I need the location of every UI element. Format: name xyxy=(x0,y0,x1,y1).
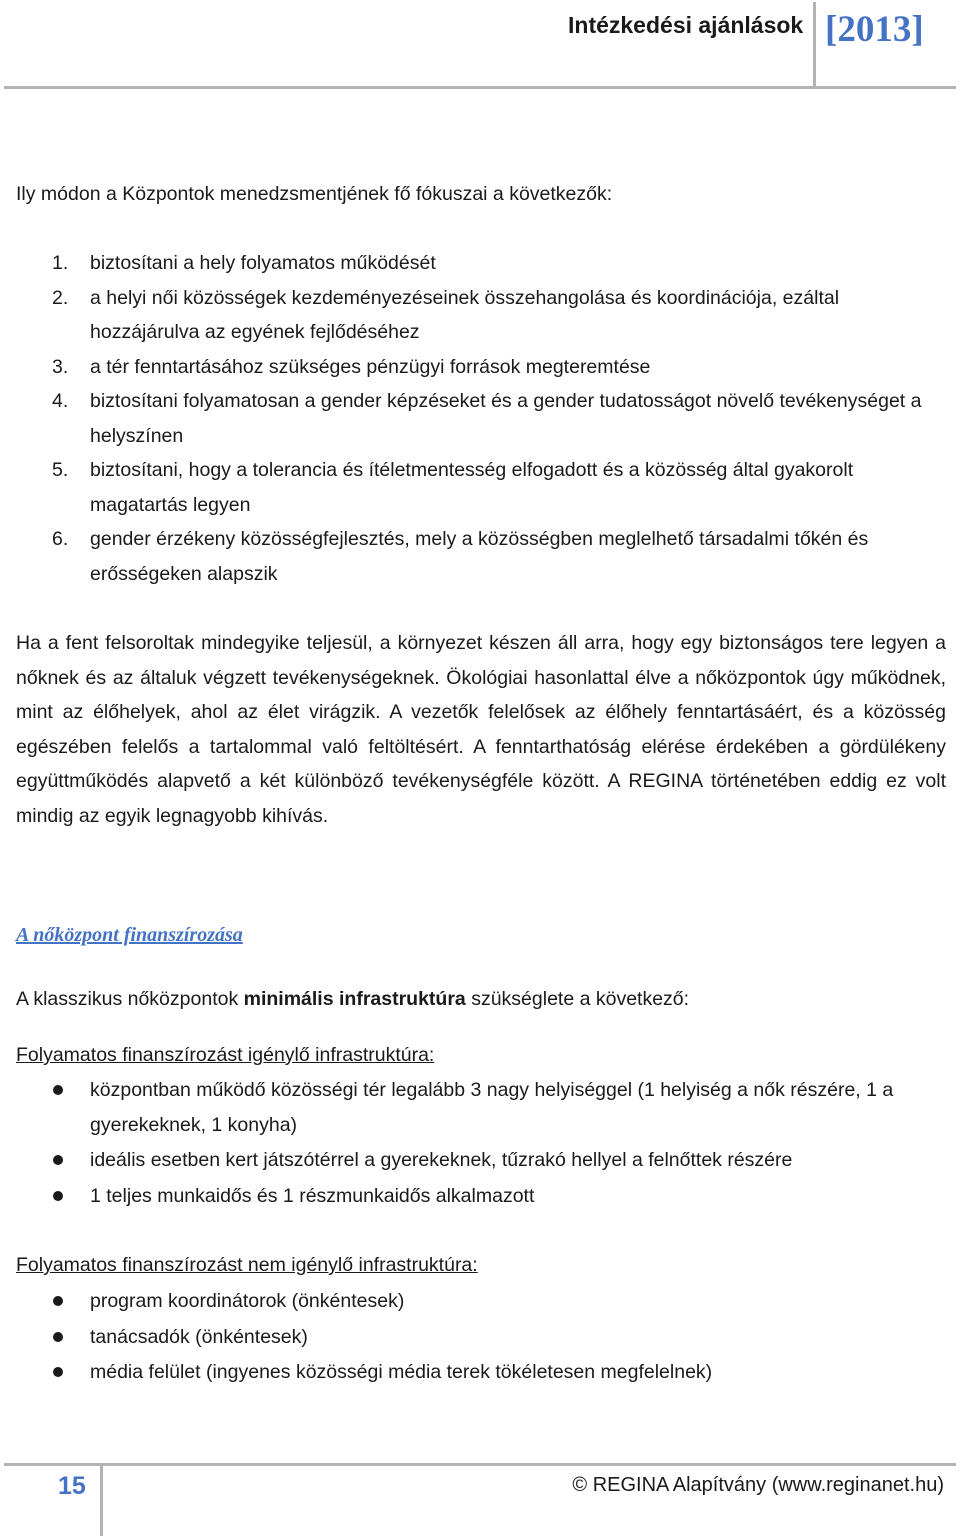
header-divider xyxy=(4,86,956,89)
infra-intro-bold: minimális infrastruktúra xyxy=(243,988,466,1010)
non-continuous-funding-heading: Folyamatos finanszírozást nem igénylő infrastruktúra: xyxy=(16,1254,478,1276)
focus-list xyxy=(16,246,946,591)
intro-text: Ily módon a Központok menedzsmentjének fő fókuszai a következők: xyxy=(16,183,613,205)
list-number: 6. xyxy=(52,528,69,550)
list-item xyxy=(16,1284,946,1319)
bullet-icon xyxy=(53,1155,63,1165)
list-item xyxy=(16,1320,946,1355)
list-item-text: 1 teljes munkaidős és 1 részmunkaidős alkalmazott xyxy=(90,1184,535,1207)
list-item-text: a helyi női közösségek kezdeményezéseinek összehangolása és koordinációja, ezáltal hozzájárulva az egyének fejlődéséhez xyxy=(90,286,840,343)
list-item-text: biztosítani a hely folyamatos működését xyxy=(90,252,436,274)
list-item-text: a tér fenntartásához szükséges pénzügyi források megteremtése xyxy=(90,355,651,378)
continuous-funding-list xyxy=(16,1073,946,1214)
infra-intro-after: szükséglete a következő: xyxy=(465,988,690,1010)
header-year: [2013] xyxy=(825,9,924,50)
list-item-text: központban működő közösségi tér legalább 3 nagy helyiséggel (1 helyiség a nők részére, 1 a gyerekeknek, 1 konyha) xyxy=(90,1079,894,1136)
copyright-notice: © REGINA Alapítvány (www.reginanet.hu) xyxy=(572,1474,944,1496)
list-number: 5. xyxy=(52,459,69,481)
list-number: 4. xyxy=(52,390,69,412)
list-item xyxy=(16,384,946,453)
non-continuous-funding-list xyxy=(16,1284,946,1391)
bullet-icon xyxy=(53,1367,63,1377)
header-divider-vertical xyxy=(813,2,816,88)
header-title: Intézkedési ajánlások xyxy=(568,12,804,38)
list-number: 2. xyxy=(52,286,69,309)
list-item xyxy=(16,246,946,281)
continuous-funding-heading: Folyamatos finanszírozást igénylő infrastruktúra: xyxy=(16,1044,435,1066)
list-item-text: gender érzékeny közösségfejlesztés, mely a közösségben meglelhető társadalmi tőkén és erősségeken alapszik xyxy=(90,528,869,585)
bullet-icon xyxy=(53,1332,63,1342)
list-item xyxy=(16,1143,946,1178)
list-item-text: biztosítani folyamatosan a gender képzéseket és a gender tudatosságot növelő tevékenységet a helyszínen xyxy=(90,390,922,447)
list-item-text: ideális esetben kert játszótérrel a gyerekeknek, tűzrakó hellyel a felnőttek részére xyxy=(90,1149,793,1171)
page-number: 15 xyxy=(58,1472,86,1500)
list-item xyxy=(16,1073,946,1142)
list-item xyxy=(16,1179,946,1214)
list-item xyxy=(16,281,946,350)
list-item-text: média felület (ingyenes közösségi média terek tökéletesen megfelelnek) xyxy=(90,1361,713,1383)
list-item xyxy=(16,1355,946,1390)
list-item xyxy=(16,453,946,522)
bullet-icon xyxy=(53,1191,63,1201)
bullet-icon xyxy=(53,1296,63,1306)
list-item xyxy=(16,522,946,591)
list-item-text: tanácsadók (önkéntesek) xyxy=(90,1325,308,1348)
list-number: 3. xyxy=(52,355,69,378)
section-heading: A nőközpont finanszírozása xyxy=(16,924,243,946)
list-item-text: program koordinátorok (önkéntesek) xyxy=(90,1290,405,1312)
footer-divider xyxy=(4,1463,956,1466)
footer-divider-vertical xyxy=(100,1466,103,1536)
infrastructure-intro xyxy=(16,982,946,1017)
list-item-text: biztosítani, hogy a tolerancia és ítéletmentesség elfogadott és a közösség által gyakorolt magatartás legyen xyxy=(90,459,854,516)
list-item xyxy=(16,350,946,385)
bullet-icon xyxy=(53,1085,63,1095)
infra-intro-before: A klasszikus nőközpontok xyxy=(16,988,244,1010)
list-number: 1. xyxy=(52,252,69,274)
body-paragraph: Ha a fent felsoroltak mindegyike teljesül, a környezet készen áll arra, hogy egy biztonságos tere legyen a nőknek és az általuk végzett tevékenységeknek. Ökológiai hasonlattal élve a nőközpontok úgy működnek, mint az élőhelyek, ahol az élet virágzik. A vezetők felelősek az élőhely fenntartásáért, és a közösség egészében felelős a tartalommal való feltöltésért. A fenntarthatóság elérése érdekében a gördülékeny együttműködés alapvető a két különböző tevékenységféle között. A REGINA történetében eddig ez volt mindig az egyik legnagyobb kihívás. xyxy=(16,632,946,827)
